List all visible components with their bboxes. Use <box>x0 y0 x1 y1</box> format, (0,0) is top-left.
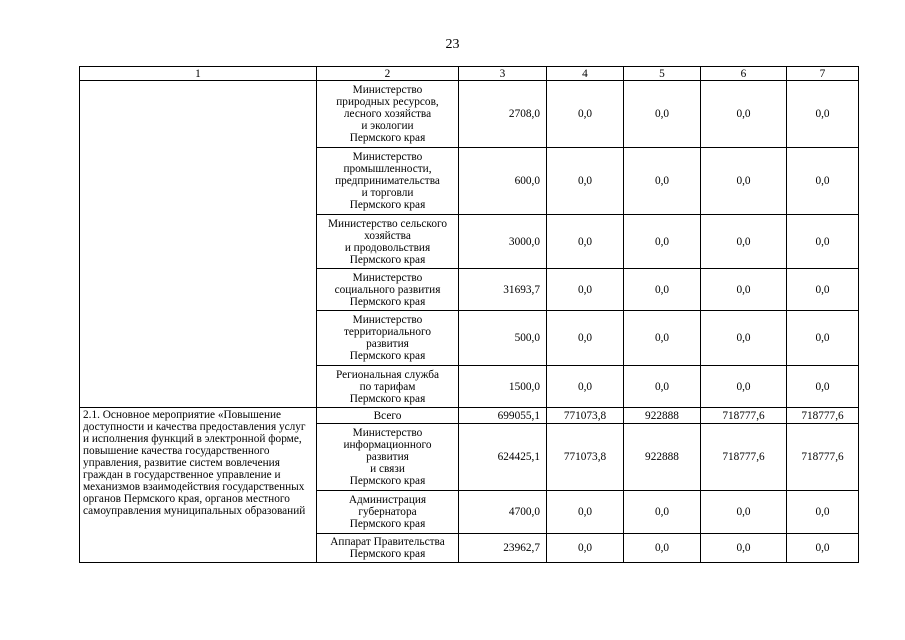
value-cell: 0,0 <box>701 491 787 534</box>
value-cell: 0,0 <box>701 269 787 311</box>
value-cell: 0,0 <box>547 81 624 148</box>
value-cell: 500,0 <box>459 311 547 366</box>
value-cell: 0,0 <box>787 148 859 215</box>
value-cell: 0,0 <box>624 366 701 408</box>
page-number: 23 <box>445 37 460 52</box>
organization-cell: Министерство сельского хозяйства и продовольствия Пермского края <box>317 215 459 269</box>
value-cell: 0,0 <box>787 81 859 148</box>
value-cell: 0,0 <box>624 491 701 534</box>
value-cell: 771073,8 <box>547 424 624 491</box>
value-cell: 0,0 <box>787 215 859 269</box>
value-cell: 0,0 <box>701 81 787 148</box>
value-cell: 0,0 <box>787 269 859 311</box>
organization-cell: Всего <box>317 408 459 424</box>
value-cell: 0,0 <box>701 534 787 563</box>
value-cell: 3000,0 <box>459 215 547 269</box>
value-cell: 699055,1 <box>459 408 547 424</box>
organization-cell: Администрация губернатора Пермского края <box>317 491 459 534</box>
column-header: 5 <box>624 67 701 81</box>
value-cell: 0,0 <box>547 215 624 269</box>
value-cell: 922888 <box>624 408 701 424</box>
value-cell: 0,0 <box>787 534 859 563</box>
value-cell: 0,0 <box>701 148 787 215</box>
value-cell: 0,0 <box>547 491 624 534</box>
budget-table <box>79 66 859 563</box>
table-row <box>80 81 859 148</box>
column-header: 1 <box>80 67 317 81</box>
organization-cell: Министерство природных ресурсов, лесного хозяйства и экологии Пермского края <box>317 81 459 148</box>
value-cell: 0,0 <box>547 366 624 408</box>
column-header: 3 <box>459 67 547 81</box>
value-cell: 0,0 <box>547 311 624 366</box>
column-header: 7 <box>787 67 859 81</box>
value-cell: 0,0 <box>547 269 624 311</box>
value-cell: 0,0 <box>547 534 624 563</box>
organization-cell: Аппарат Правительства Пермского края <box>317 534 459 563</box>
table-row <box>80 408 859 424</box>
value-cell: 0,0 <box>624 81 701 148</box>
column-header: 4 <box>547 67 624 81</box>
empty-description-cell <box>80 81 317 408</box>
value-cell: 0,0 <box>547 148 624 215</box>
value-cell: 2708,0 <box>459 81 547 148</box>
value-cell: 718777,6 <box>701 424 787 491</box>
activity-description-cell: 2.1. Основное мероприятие «Повышение доступности и качества предоставления услуг и исполнения функций в электронной форме, повышение качества государственного управления, развитие систем вовлечения граждан в государственное управление и механизмов взаимодействия государственных органов Пермского края, органов местного самоуправления муниципальных образований <box>80 408 317 563</box>
organization-cell: Министерство социального развития Пермского края <box>317 269 459 311</box>
value-cell: 624425,1 <box>459 424 547 491</box>
value-cell: 0,0 <box>701 311 787 366</box>
value-cell: 1500,0 <box>459 366 547 408</box>
value-cell: 0,0 <box>624 534 701 563</box>
value-cell: 0,0 <box>787 366 859 408</box>
value-cell: 23962,7 <box>459 534 547 563</box>
value-cell: 0,0 <box>624 269 701 311</box>
value-cell: 0,0 <box>701 366 787 408</box>
value-cell: 0,0 <box>787 311 859 366</box>
table-header-row <box>80 67 859 81</box>
column-header: 6 <box>701 67 787 81</box>
organization-cell: Региональная служба по тарифам Пермского края <box>317 366 459 408</box>
value-cell: 31693,7 <box>459 269 547 311</box>
value-cell: 0,0 <box>624 311 701 366</box>
organization-cell: Министерство территориального развития Пермского края <box>317 311 459 366</box>
value-cell: 771073,8 <box>547 408 624 424</box>
value-cell: 718777,6 <box>701 408 787 424</box>
value-cell: 0,0 <box>624 148 701 215</box>
value-cell: 600,0 <box>459 148 547 215</box>
organization-cell: Министерство информационного развития и связи Пермского края <box>317 424 459 491</box>
column-header: 2 <box>317 67 459 81</box>
value-cell: 718777,6 <box>787 408 859 424</box>
value-cell: 718777,6 <box>787 424 859 491</box>
value-cell: 922888 <box>624 424 701 491</box>
value-cell: 4700,0 <box>459 491 547 534</box>
value-cell: 0,0 <box>787 491 859 534</box>
value-cell: 0,0 <box>624 215 701 269</box>
value-cell: 0,0 <box>701 215 787 269</box>
organization-cell: Министерство промышленности, предпринимательства и торговли Пермского края <box>317 148 459 215</box>
